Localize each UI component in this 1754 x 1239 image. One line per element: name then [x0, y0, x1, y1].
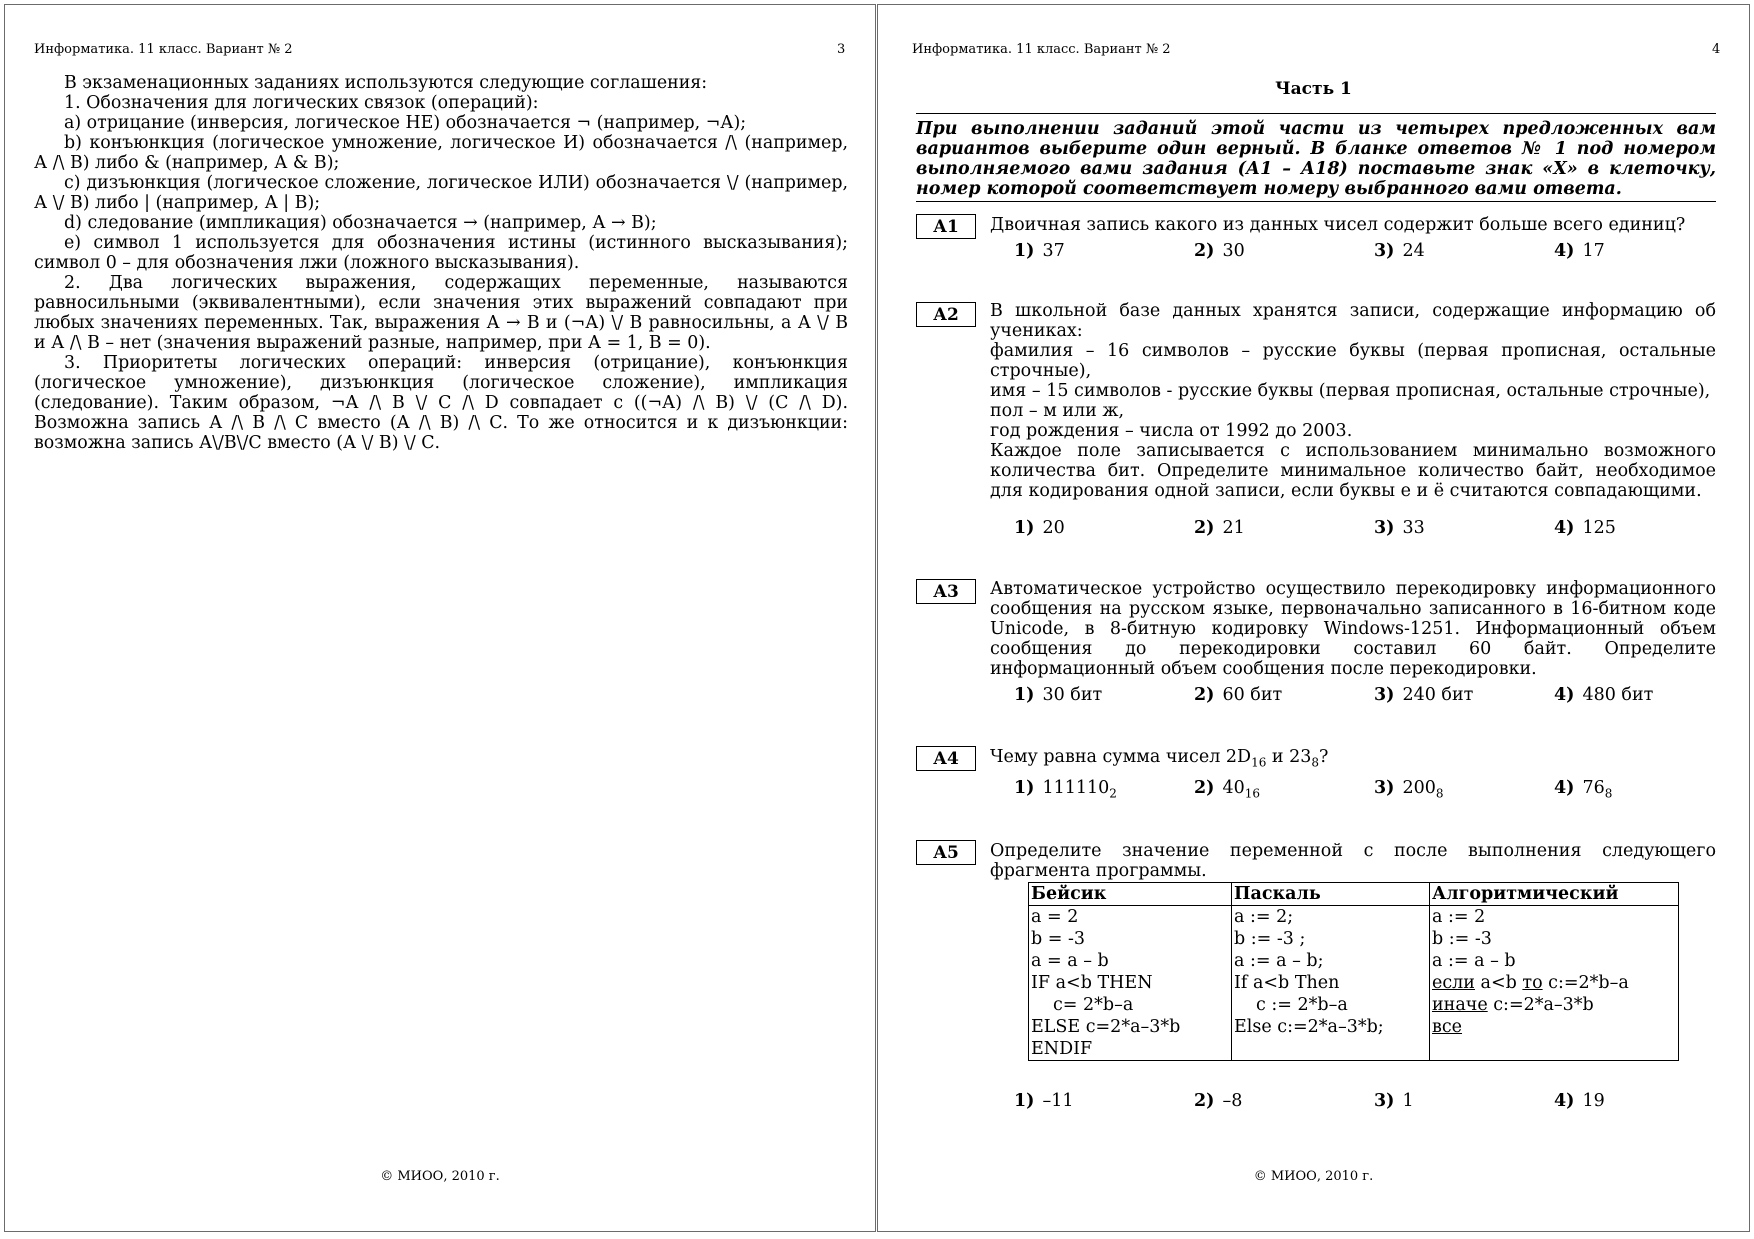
column-header: Паскаль — [1232, 883, 1430, 906]
question-text-a1 — [990, 215, 1716, 235]
intro-paragraph: В экзаменационных заданиях используются следующие соглашения: — [64, 73, 708, 93]
question-label-a5: А5 — [916, 840, 976, 865]
intro-paragraph: a) отрицание (инверсия, логическое НЕ) обозначается ¬ (например, ¬А); — [64, 113, 747, 133]
page-footer: © МИОО, 2010 г. — [1253, 1169, 1374, 1184]
question-line: Каждое поле записывается с использованием минимально возможного количества бит. Определите минимальное количество байт, необходимое для кодирования одной записи, если буквы е и ё считаются совпадающими. — [990, 441, 1716, 501]
page-number: 3 — [837, 42, 846, 57]
answer-option: 4) 19 — [1554, 1091, 1605, 1111]
answer-option: 4) 480 бит — [1554, 685, 1654, 705]
page-footer: © МИОО, 2010 г. — [380, 1169, 500, 1184]
question-label-a3: А3 — [916, 579, 976, 604]
intro-paragraph: e) символ 1 используется для обозначения истины (истинного высказывания); символ 0 – для обозначения лжи (ложного высказывания). — [34, 233, 848, 273]
question-line: год рождения – числа от 1992 до 2003. — [990, 421, 1353, 441]
answer-option: 1) 30 бит — [1014, 685, 1103, 705]
answer-option: 3) 1 — [1374, 1091, 1414, 1111]
question-text-a5 — [990, 841, 1716, 881]
question-line: пол – м или ж, — [990, 401, 1125, 421]
instruction-text: При выполнении заданий этой части из четырех предложенных вам вариантов выберите один верный. В бланке ответов № 1 под номером выполняемого вами задания (А1 – А18) поставьте знак «Х» в клеточку, номер которой соответствует номеру выбранного вами ответа. — [916, 119, 1716, 199]
question-line: Определите значение переменной c после выполнения следующего фрагмента программы. — [990, 841, 1716, 881]
pascal-code: a := 2; b := -3 ; a := a – b; If a<b Then c := 2*b–a Else c:=2*a–3*b; — [1232, 906, 1430, 1061]
column-header: Бейсик — [1029, 883, 1232, 906]
question-line: Автоматическое устройство осуществило перекодировку информационного сообщения на русском языке, первоначально записанного в 16-битном коде Unicode, в 8-битную кодировку Windows-1251. Информационный объем сообщения до перекодировки составил 60 байт. Определите информационный объем сообщения после перекодировки. — [990, 579, 1716, 679]
answer-option: 1) 37 — [1014, 241, 1065, 261]
question-line: имя – 15 символов - русские буквы (первая прописная, остальные строчные), — [990, 381, 1711, 401]
intro-paragraph: 2. Два логических выражения, содержащих переменные, называются равносильными (эквивалентными), если значения этих выражений совпадают при любых значениях переменных. Так, выражения А → В и (¬А) \/ В равносильны, а А \/ В и А /\ В – нет (значения выражений разные, например, при А = 1, В = 0). — [34, 273, 848, 353]
divider — [916, 201, 1716, 202]
answer-option: 1) 20 — [1014, 518, 1065, 538]
answer-option: 4) $76_8$ — [1554, 778, 1613, 801]
intro-paragraph: c) дизъюнкция (логическое сложение, логическое ИЛИ) обозначается \/ (например, А \/ В) либо | (например, А | В); — [34, 173, 848, 213]
answer-option: 3) 240 бит — [1374, 685, 1474, 705]
page-header: Информатика. 11 класс. Вариант № 2 — [912, 42, 1171, 57]
table-row — [1029, 906, 1679, 1061]
answer-option: 2) 21 — [1194, 518, 1245, 538]
column-header: Алгоритмический — [1430, 883, 1679, 906]
question-line: Двоичная запись какого из данных чисел содержит больше всего единиц? — [990, 215, 1686, 235]
answer-option: 3) 33 — [1374, 518, 1425, 538]
intro-paragraph: 3. Приоритеты логических операций: инверсия (отрицание), конъюнкция (логическое умножение), дизъюнкция (логическое сложение), импликация (следование). Таким образом, ¬А /\ В \/ С /\ D совпадает с ((¬А) /\ В) \/ (С /\ D). Возможна запись А /\ В /\ С вместо (А /\ В) /\ С. То же относится и к дизъюнкции: возможна запись А\/В\/С вместо (А \/ В) \/ С. — [34, 353, 848, 453]
intro-paragraph: d) следование (импликация) обозначается → (например, А → В); — [64, 213, 657, 233]
answer-option: 2) 60 бит — [1194, 685, 1283, 705]
basic-code: a = 2 b = -3 a = a – b IF a<b THEN c= 2*b–a ELSE c=2*a–3*b ENDIF — [1029, 906, 1232, 1061]
table-header-row — [1029, 883, 1679, 906]
algorithmic-code: a := 2 b := -3 a := a – b если a<b то c:=2*b–a иначе c:=2*a–3*b все — [1430, 906, 1679, 1061]
program-table — [1028, 882, 1679, 1061]
right-page — [877, 4, 1750, 1232]
answer-option: 3) $200_8$ — [1374, 778, 1444, 801]
intro-paragraph: b) конъюнкция (логическое умножение, логическое И) обозначается /\ (например, А /\ В) либо & (например, А & В); — [34, 133, 848, 173]
question-label-a1: А1 — [916, 214, 976, 239]
question-label-a4: А4 — [916, 746, 976, 771]
question-label-a2: А2 — [916, 302, 976, 327]
question-text-a4 — [990, 747, 1716, 773]
question-line: фамилия – 16 символов – русские буквы (первая прописная, остальные строчные), — [990, 341, 1716, 381]
question-text-a2 — [990, 301, 1716, 501]
intro-paragraph: 1. Обозначения для логических связок (операций): — [64, 93, 539, 113]
question-text-a3 — [990, 579, 1716, 679]
answer-option: 2) –8 — [1194, 1091, 1243, 1111]
page-header: Информатика. 11 класс. Вариант № 2 — [34, 42, 293, 57]
answer-option: 4) 17 — [1554, 241, 1605, 261]
answer-option: 2) 30 — [1194, 241, 1245, 261]
answer-option: 3) 24 — [1374, 241, 1425, 261]
answer-option: 1) $111110_2$ — [1014, 778, 1117, 801]
question-line: В школьной базе данных хранятся записи, содержащие информацию об учениках: — [990, 301, 1716, 341]
answer-option: 2) $40_{16}$ — [1194, 778, 1261, 801]
conventions-text — [34, 73, 848, 453]
answer-option: 1) –11 — [1014, 1091, 1074, 1111]
answer-option: 4) 125 — [1554, 518, 1616, 538]
divider — [916, 113, 1716, 114]
left-page — [4, 4, 876, 1232]
question-line: Чему равна сумма чисел $2D_{16}$ и $23_8$? — [990, 747, 1329, 770]
part-title: Часть 1 — [1275, 79, 1352, 99]
page-number: 4 — [1712, 42, 1721, 57]
